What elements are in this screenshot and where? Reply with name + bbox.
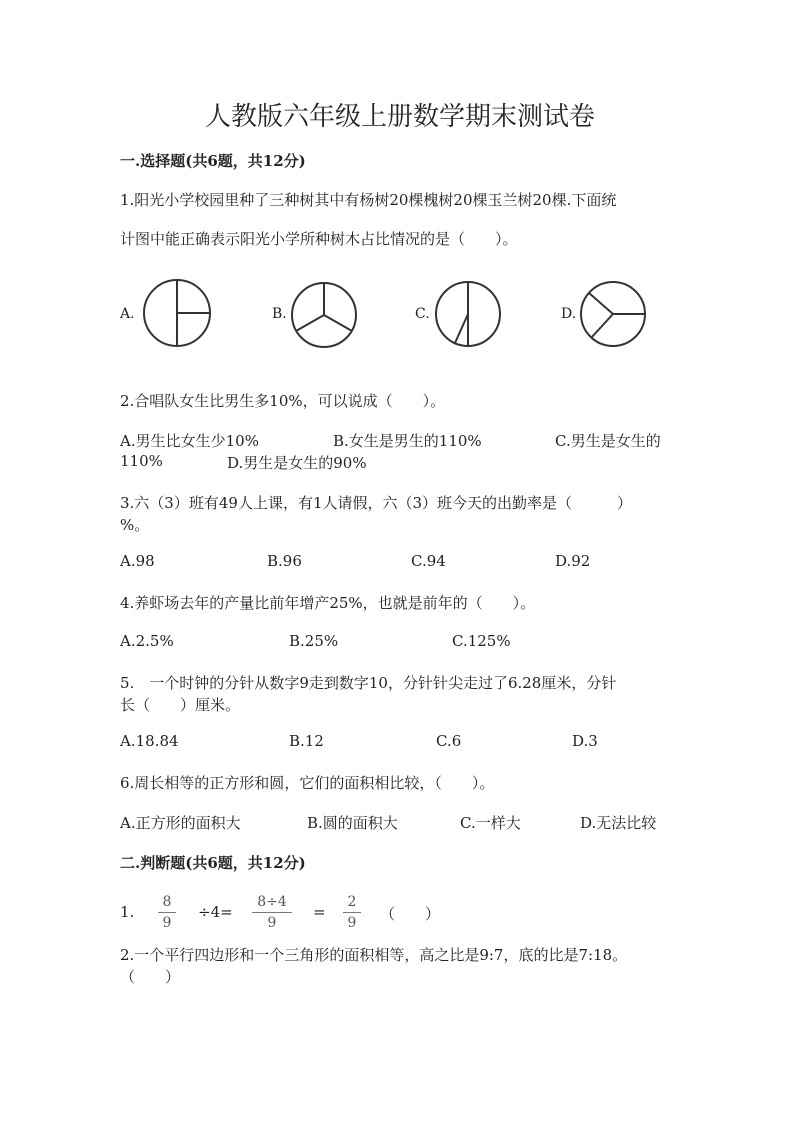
question-3-line-2: %。 bbox=[120, 516, 150, 534]
question-1-line-1: 1.阳光小学校园里种了三种树其中有杨树20棵槐树20棵玉兰树20棵.下面统 bbox=[120, 191, 617, 209]
question-5-option-b: B.12 bbox=[289, 732, 324, 750]
pie-option-c bbox=[433, 279, 503, 349]
question-5-option-d: D.3 bbox=[572, 732, 598, 750]
fraction-numerator: 8 bbox=[162, 894, 172, 910]
pie-option-d bbox=[578, 279, 648, 349]
page-title: 人教版六年级上册数学期末测试卷 bbox=[204, 102, 595, 132]
question-2-option-d: D.男生是女生的90% bbox=[227, 454, 367, 472]
section-heading-choice: 一.选择题(共6题，共12分) bbox=[120, 152, 306, 170]
question-6: 6.周长相等的正方形和圆，它们的面积相比较，（ ）。 bbox=[120, 774, 495, 792]
question-6-option-a: A.正方形的面积大 bbox=[120, 814, 241, 832]
fraction-bar bbox=[158, 912, 176, 913]
question-5-option-c: C.6 bbox=[436, 732, 462, 750]
question-3-option-d: D.92 bbox=[555, 552, 591, 570]
question-6-option-b: B.圆的面积大 bbox=[307, 814, 398, 832]
question-2-option-c: C.男生是女生的 bbox=[555, 432, 661, 450]
question-4: 4.养虾场去年的产量比前年增产25%，也就是前年的（ ）。 bbox=[120, 594, 536, 612]
judgment-2-line-1: 2.一个平行四边形和一个三角形的面积相等，高之比是9:7，底的比是7:18。 bbox=[120, 946, 628, 964]
question-5-option-a: A.18.84 bbox=[120, 732, 179, 750]
judgment-2-line-2: （ ） bbox=[120, 968, 181, 986]
question-3-line-1: 3.六（3）班有49人上课，有1人请假，六（3）班今天的出勤率是（ ） bbox=[120, 494, 633, 512]
question-2-option-c-cont: 110% bbox=[120, 452, 163, 470]
pie-option-a bbox=[141, 277, 213, 349]
question-4-option-c: C.125% bbox=[452, 632, 511, 650]
question-3-option-c: C.94 bbox=[411, 552, 446, 570]
question-5-line-1: 5. 一个时钟的分针从数字9走到数字10，分针针尖走过了6.28厘米，分针 bbox=[120, 674, 617, 692]
fraction-denominator: 9 bbox=[267, 915, 277, 931]
question-5-line-2: 长（ ）厘米。 bbox=[120, 696, 241, 714]
option-label-d: D. bbox=[561, 306, 577, 322]
question-6-option-c: C.一样大 bbox=[460, 814, 521, 832]
fraction-numerator: 2 bbox=[347, 894, 357, 910]
question-2-option-a: A.男生比女生少10% bbox=[120, 432, 259, 450]
option-label-a: A. bbox=[120, 306, 135, 322]
pie-option-b bbox=[289, 280, 359, 350]
fraction-bar bbox=[343, 912, 361, 913]
question-2-option-b: B.女生是男生的110% bbox=[333, 432, 482, 450]
question-3-option-a: A.98 bbox=[120, 552, 155, 570]
section-heading-judgment: 二.判断题(共6题，共12分) bbox=[120, 854, 306, 872]
fraction-8-9 bbox=[158, 893, 176, 932]
fraction-2-9 bbox=[343, 893, 361, 932]
fraction-8div4-9 bbox=[252, 893, 292, 932]
equals-sign: = bbox=[313, 903, 326, 921]
fraction-numerator: 8÷4 bbox=[257, 894, 287, 910]
question-3-option-b: B.96 bbox=[267, 552, 302, 570]
question-4-option-a: A.2.5% bbox=[120, 632, 174, 650]
fraction-denominator: 9 bbox=[347, 915, 357, 931]
question-4-option-b: B.25% bbox=[289, 632, 339, 650]
fraction-denominator: 9 bbox=[162, 915, 172, 931]
division-by-4: ÷4= bbox=[198, 903, 233, 921]
question-6-option-d: D.无法比较 bbox=[580, 814, 657, 832]
question-2: 2.合唱队女生比男生多10%，可以说成（ ）。 bbox=[120, 392, 446, 410]
judgment-1-answer-paren: （ ） bbox=[380, 905, 441, 923]
question-1-line-2: 计图中能正确表示阳光小学所种树木占比情况的是（ ）。 bbox=[120, 230, 518, 248]
option-label-c: C. bbox=[415, 306, 430, 322]
option-label-b: B. bbox=[272, 306, 287, 322]
fraction-bar bbox=[252, 912, 292, 913]
judgment-1-number: 1. bbox=[120, 903, 135, 921]
